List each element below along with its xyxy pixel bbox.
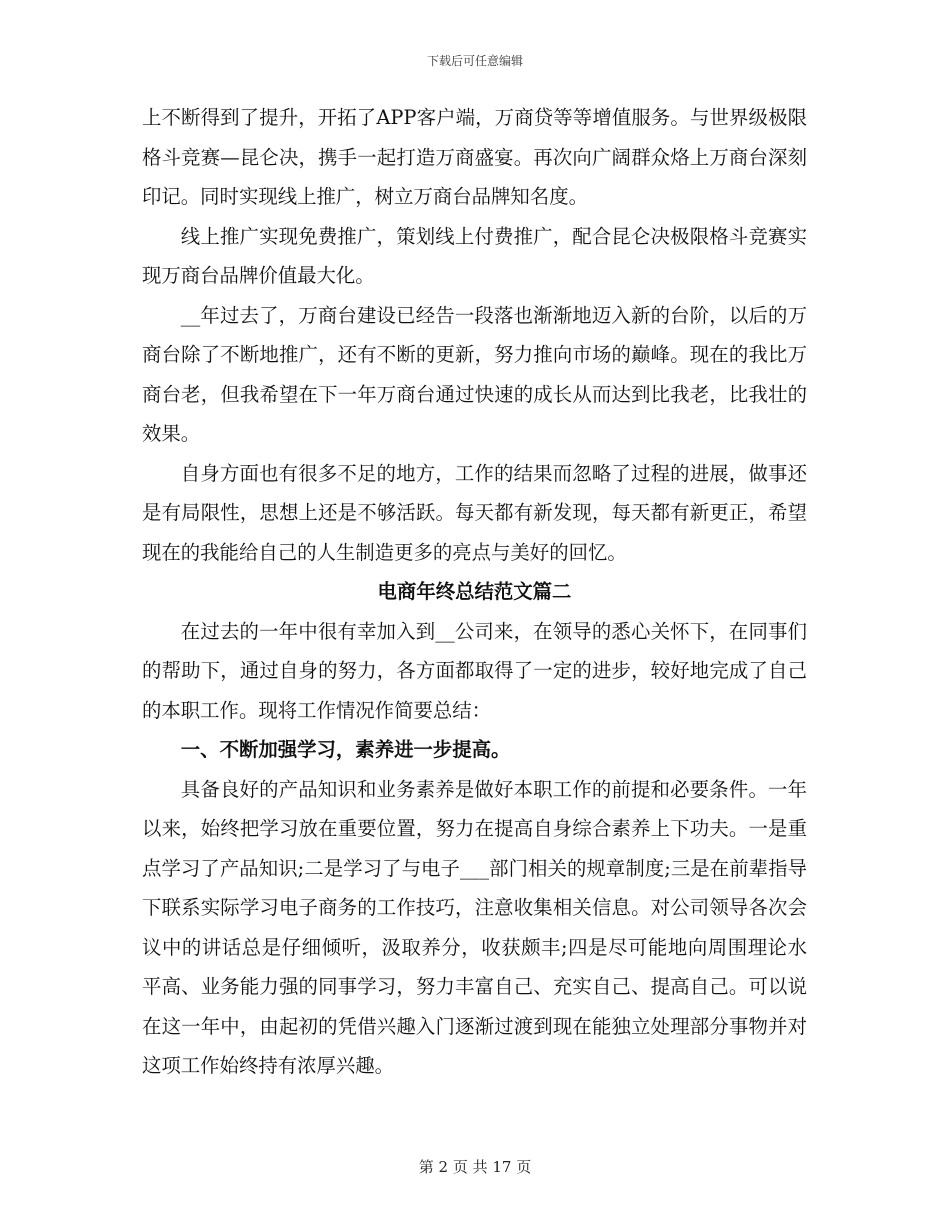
paragraph-1: 上不断得到了提升，开拓了APP客户端，万商贷等等增值服务。与世界级极限格斗竞赛—昆仑决，携手一起打造万商盛宴。再次向广阔群众烙上万商台深刻印记。同时实现线上推广，树立万商台品牌知名度。 [142, 106, 807, 208]
header-note: 下载后可任意编辑 [426, 54, 523, 68]
section-title: 电商年终总结范文篇二 [377, 580, 572, 603]
paragraph-2: 线上推广实现免费推广，策划线上付费推广，配合昆仑决极限格斗竞赛实现万商台品牌价值最大化。 [142, 224, 807, 287]
paragraph-4: 自身方面也有很多不足的地方，工作的结果而忽略了过程的进展，做事还是有局限性，思想上还是不够活跃。每天都有新发现，每天都有新更正，希望现在的我能给自己的人生制造更多的亮点与美好的回忆。 [142, 461, 807, 564]
subheading-1: 一、不断加强学习，素养进一步提高。 [180, 738, 511, 761]
paragraph-6: 具备良好的产品知识和业务素养是做好本职工作的前提和必要条件。一年以来，始终把学习放在重要位置，努力在提高自身综合素养上下功夫。一是重点学习了产品知识;二是学习了与电子___部门相关的规章制度;三是在前辈指导下联系实际学习电子商务的工作技巧，注意收集相关信息。对公司领导各次会议中的讲话总是仔细倾听，汲取养分，收获颇丰;四是尽可能地向周围理论水平高、业务能力强的同事学习，努力丰富自己、充实自己、提高自己。可以说在这一年中，由起初的凭借兴趣入门逐渐过渡到现在能独立处理部分事物并对这项工作始终持有浓厚兴趣。 [142, 777, 807, 1077]
document-body [142, 98, 807, 1086]
paragraph-3: __年过去了，万商台建设已经告一段落也渐渐地迈入新的台阶，以后的万商台除了不断地推广，还有不断的更新，努力推向市场的巅峰。现在的我比万商台老，但我希望在下一年万商台通过快速的成长从而达到比我老，比我壮的效果。 [142, 303, 807, 445]
page-number: 第 2 页 共 17 页 [418, 1158, 532, 1176]
paragraph-5: 在过去的一年中很有幸加入到__公司来，在领导的悉心关怀下，在同事们的帮助下，通过自身的努力，各方面都取得了一定的进步，较好地完成了自己的本职工作。现将工作情况作简要总结： [142, 619, 807, 722]
